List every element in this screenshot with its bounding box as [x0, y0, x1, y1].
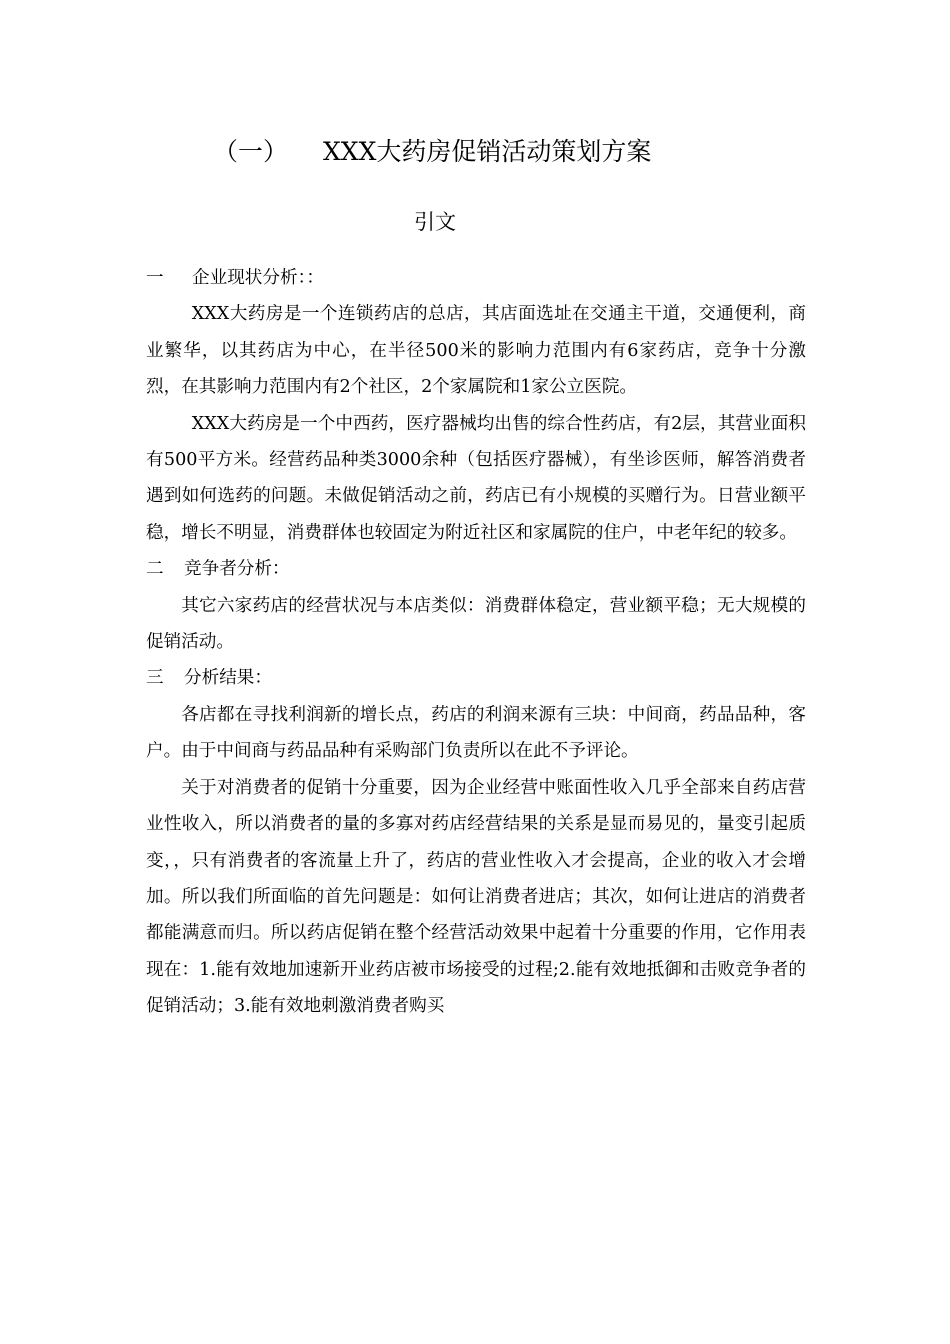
- paragraph: XXX大药房是一个连锁药店的总店，其店面选址在交通主干道，交通便利，商业繁华，以其药店为中心，在半径500米的影响力范围内有6家药店，竞争十分激烈，在其影响力范围内有2个社区，2个家属院和1家公立医院。: [146, 304, 806, 398]
- section-heading-1: [146, 260, 806, 296]
- title-text: XXX大药房促销活动策划方案: [323, 137, 652, 166]
- section-heading-3: [146, 660, 806, 696]
- section-number-3: 三: [146, 668, 164, 689]
- paragraph: 各店都在寻找利润新的增长点，药店的利润来源有三块：中间商，药品品种，客户。由于中间商与药品品种有采购部门负责所以在此不予评论。: [146, 704, 806, 762]
- subtitle: 引文: [414, 210, 456, 234]
- section-number-2: 二: [146, 559, 164, 580]
- section-title-2: 竞争者分析：: [184, 559, 290, 580]
- paragraph: 其它六家药店的经营状况与本店类似：消费群体稳定，营业额平稳；无大规模的促销活动。: [146, 595, 806, 653]
- section-title-3: 分析结果：: [184, 668, 272, 689]
- title-number: （一）: [213, 137, 289, 166]
- section-number-1: 一: [146, 268, 164, 288]
- paragraph: XXX大药房是一个中西药，医疗器械均出售的综合性药店，有2层，其营业面积有500平方米。经营药品种类3000余种（包括医疗器械），有坐诊医师，解答消费者遇到如何选药的问题。未做促销活动之前，药店已有小规模的买赠行为。日营业额平稳，增长不明显，消费群体也较固定为附近社区和家属院的住户，中老年纪的较多。: [146, 413, 806, 543]
- section-heading-2: [146, 551, 806, 587]
- paragraph: 关于对消费者的促销十分重要，因为企业经营中账面性收入几乎全部来自药店营业性收入，所以消费者的量的多寡对药店经营结果的关系是显而易见的，量变引起质变，，只有消费者的客流量上升了，药店的营业性收入才会提高，企业的收入才会增加。所以我们所面临的首先问题是：如何让消费者进店；其次，如何让进店的消费者都能满意而归。所以药店促销在整个经营活动效果中起着十分重要的作用，它作用表现在：1.能有效地加速新开业药店被市场接受的过程;2.能有效地抵御和击败竞争者的促销活动；3.能有效地刺激消费者购买: [146, 777, 806, 1017]
- document-body: [146, 260, 806, 1025]
- section-title-1: 企业现状分析：：: [192, 268, 324, 288]
